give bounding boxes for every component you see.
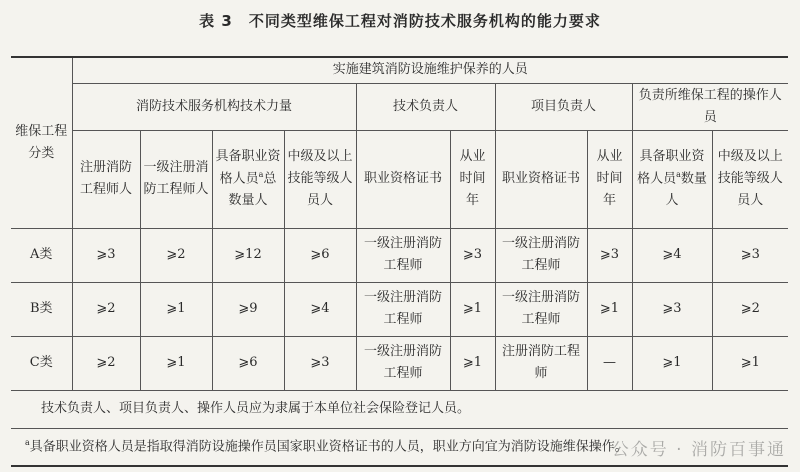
header-ops-qualified (632, 130, 712, 228)
cell-intermediate: ⩾4 (284, 282, 356, 336)
header-tech-cert: 职业资格证书 (356, 130, 450, 228)
table-row (11, 336, 788, 390)
cell-qualified: ⩾12 (212, 228, 284, 282)
cell-intermediate: ⩾6 (284, 228, 356, 282)
cell-tech-time: ⩾1 (450, 336, 495, 390)
cell-proj-cert: 一级注册消防工程师 (495, 282, 587, 336)
cell-proj-time: ⩾1 (587, 282, 632, 336)
cell-proj-time: ⩾3 (587, 228, 632, 282)
footnote-marker: a (25, 437, 30, 447)
header-group-main: 实施建筑消防设施维护保养的人员 (72, 57, 788, 83)
header-ops-qualified-pre: 具备职业资格人员 (637, 148, 705, 187)
header-ops-qualified-post: 数量人 (665, 171, 707, 209)
row-category: B类 (11, 282, 72, 336)
cell-tech-time: ⩾1 (450, 282, 495, 336)
row-category: A类 (11, 228, 72, 282)
cell-ops-qualified: ⩾3 (632, 282, 712, 336)
cell-ops-intermediate: ⩾2 (712, 282, 788, 336)
cell-proj-time: — (587, 336, 632, 390)
cell-intermediate: ⩾3 (284, 336, 356, 390)
header-group-proj: 项目负责人 (495, 83, 632, 130)
header-level1: 一级注册消防工程师人 (140, 130, 212, 228)
header-category: 维保工程分类 (11, 57, 72, 228)
row-category: C类 (11, 336, 72, 390)
table-row (11, 228, 788, 282)
cell-level1: ⩾1 (140, 282, 212, 336)
footnote-2-text: 具备职业资格人员是指取得消防设施操作员国家职业资格证书的人员，职业方向宜为消防设施维保操作。 (29, 439, 628, 455)
cell-proj-cert: 注册消防工程师 (495, 336, 587, 390)
cell-tech-cert: 一级注册消防工程师 (356, 228, 450, 282)
header-qualified-pre: 具备职业资格人员 (215, 148, 281, 187)
header-intermediate: 中级及以上技能等级人员人 (284, 130, 356, 228)
cell-ops-qualified: ⩾4 (632, 228, 712, 282)
cell-tech-time: ⩾3 (450, 228, 495, 282)
cell-ops-intermediate: ⩾1 (712, 336, 788, 390)
cell-registered: ⩾2 (72, 336, 140, 390)
table-title: 表 3 不同类型维保工程对消防技术服务机构的能力要求 (199, 12, 601, 30)
table-row (11, 282, 788, 336)
cell-registered: ⩾2 (72, 282, 140, 336)
cell-qualified: ⩾6 (212, 336, 284, 390)
header-proj-cert: 职业资格证书 (495, 130, 587, 228)
cell-qualified: ⩾9 (212, 282, 284, 336)
header-group-tech: 技术负责人 (356, 83, 495, 130)
header-proj-time: 从业时间年 (587, 130, 632, 228)
cell-proj-cert: 一级注册消防工程师 (495, 228, 587, 282)
header-tech-time: 从业时间年 (450, 130, 495, 228)
cell-level1: ⩾2 (140, 228, 212, 282)
requirements-table (11, 56, 788, 467)
footnote-marker: a (676, 169, 681, 179)
header-ops-intermediate: 中级及以上技能等级人员人 (712, 130, 788, 228)
watermark: 公众号 · 消防百事通 (611, 440, 786, 460)
cell-tech-cert: 一级注册消防工程师 (356, 282, 450, 336)
footnote-1: 技术负责人、项目负责人、操作人员应为隶属于本单位社会保险登记人员。 (11, 390, 788, 428)
header-registered: 注册消防工程师人 (72, 130, 140, 228)
header-qualified-post: 总数量人 (228, 171, 277, 209)
cell-level1: ⩾1 (140, 336, 212, 390)
header-group-ops: 负责所维保工程的操作人员 (632, 83, 788, 130)
footnote-marker: a (258, 169, 264, 179)
cell-ops-intermediate: ⩾3 (712, 228, 788, 282)
cell-tech-cert: 一级注册消防工程师 (356, 336, 450, 390)
cell-ops-qualified: ⩾1 (632, 336, 712, 390)
header-qualified-total (212, 130, 284, 228)
header-group-force: 消防技术服务机构技术力量 (72, 83, 356, 130)
cell-registered: ⩾3 (72, 228, 140, 282)
